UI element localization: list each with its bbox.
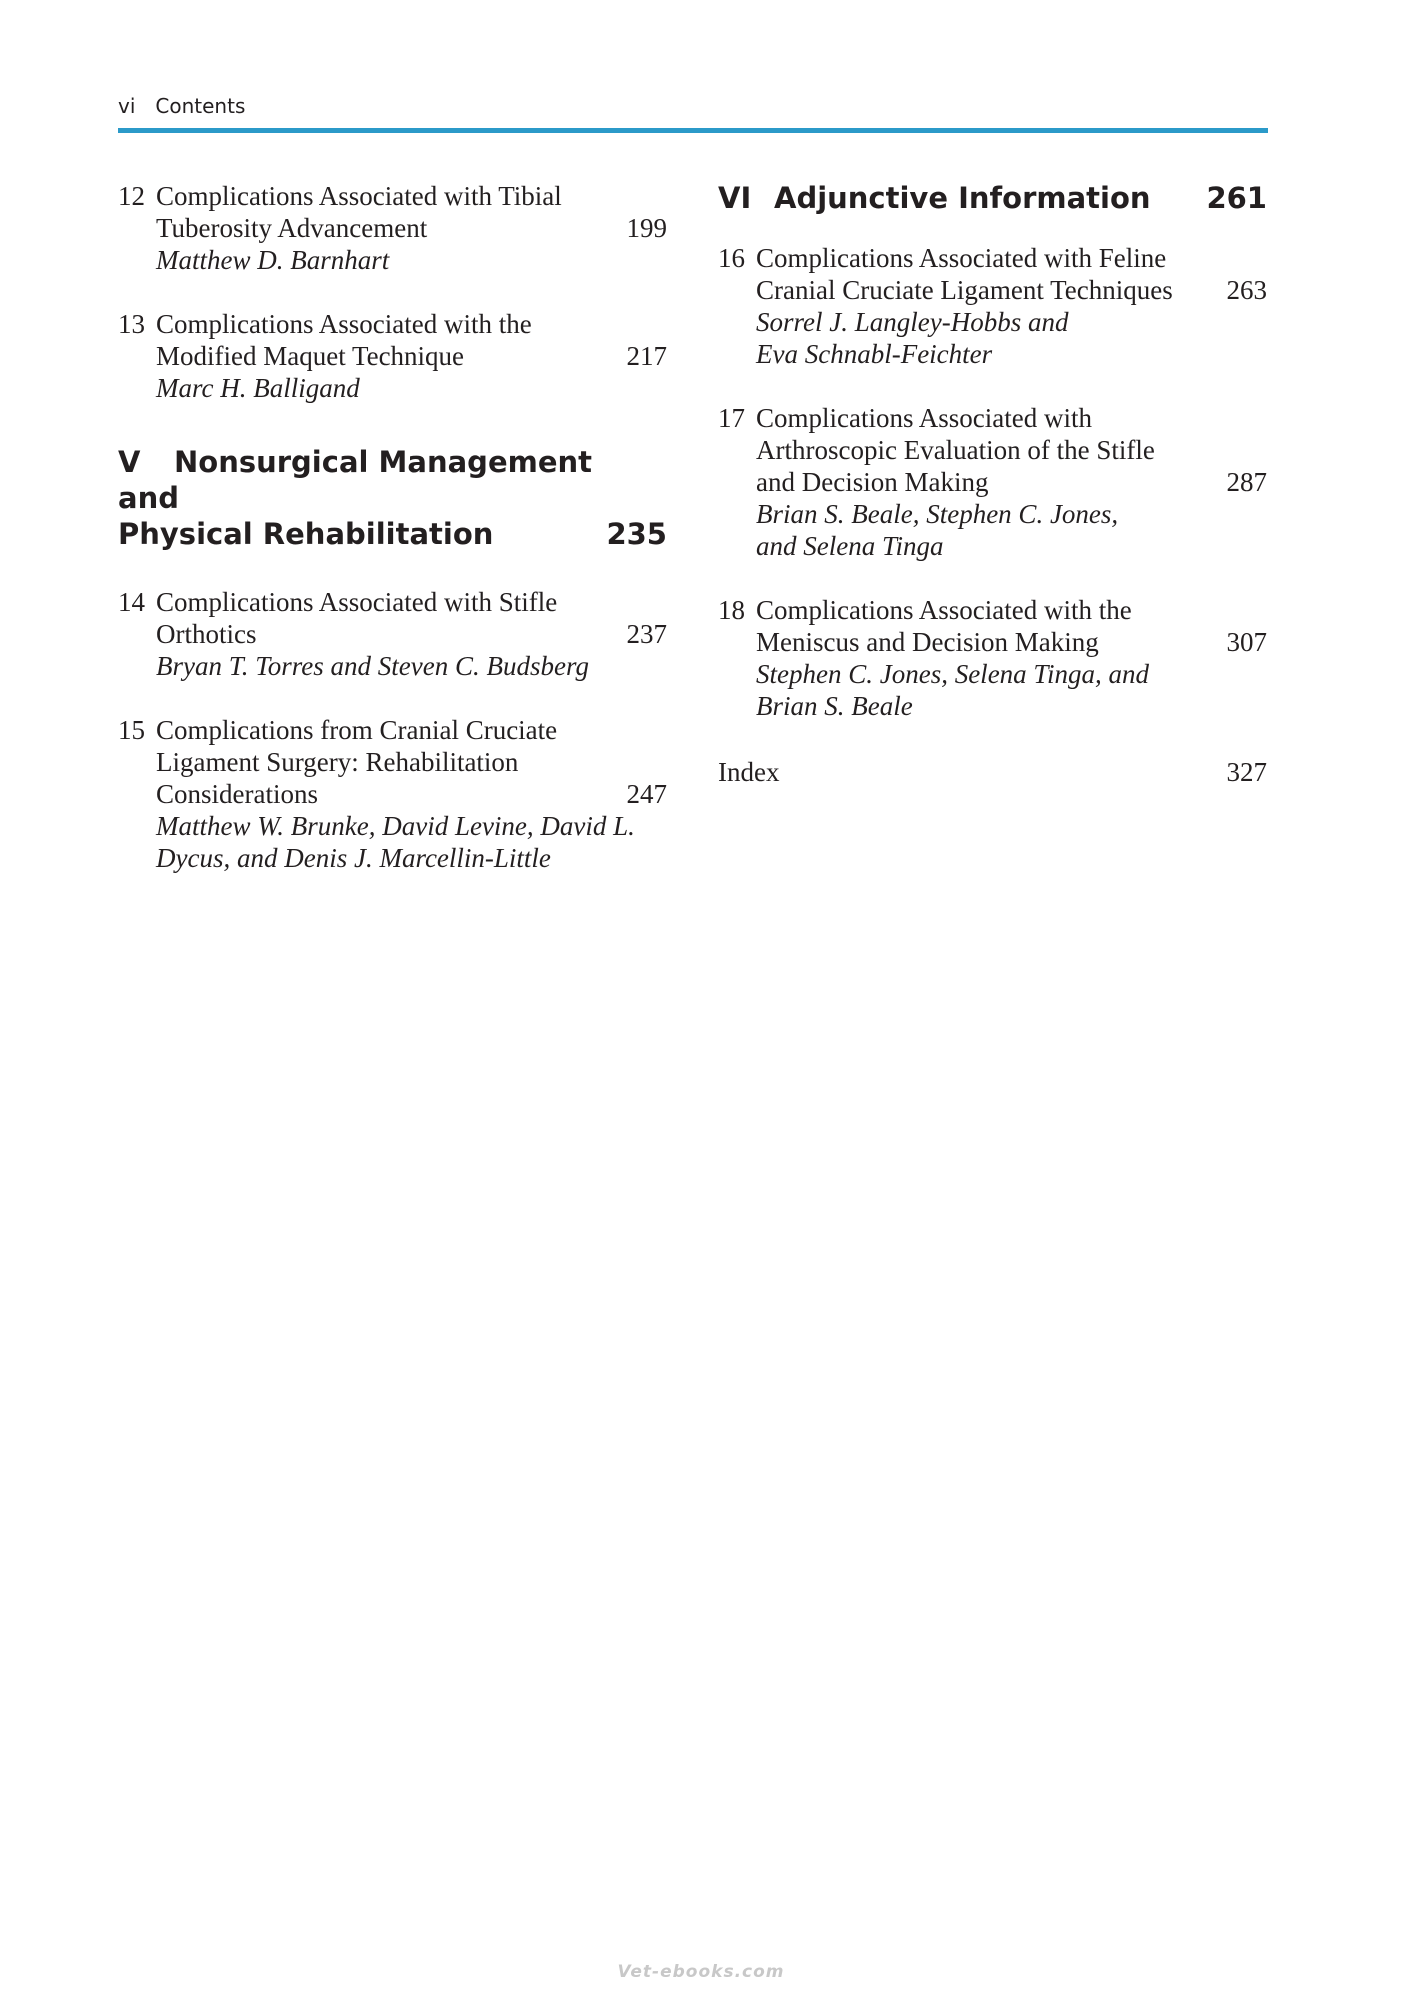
watermark-logo: Vet-ebooks.com <box>617 1962 785 1982</box>
chapter-authors: Marc H. Balligand <box>156 373 360 403</box>
chapter-number: 14 <box>118 587 145 617</box>
header-page-number: vi <box>118 94 136 118</box>
chapter-number: 16 <box>718 243 745 273</box>
toc-entry-chapter-17[interactable] <box>718 402 1267 562</box>
part-title-line: Physical Rehabilitation <box>118 517 494 551</box>
part-page-number: 235 <box>606 517 667 551</box>
chapter-page-number: 237 <box>626 619 667 649</box>
chapter-page-number: 287 <box>1226 467 1267 497</box>
chapter-page-number: 199 <box>626 213 667 243</box>
chapter-authors: Matthew W. Brunke, David Levine, David L. <box>156 811 635 841</box>
index-label: Index <box>718 757 780 787</box>
toc-right-column <box>718 180 1267 788</box>
chapter-title-line: Complications Associated with Tibial <box>156 181 562 211</box>
chapter-page-number: 307 <box>1226 627 1267 657</box>
chapter-title-line: Arthroscopic Evaluation of the Stifle <box>756 435 1155 465</box>
chapter-title-line: Orthotics <box>156 619 257 649</box>
chapter-title-line: Modified Maquet Technique <box>156 341 465 371</box>
toc-part-6[interactable] <box>718 180 1267 216</box>
chapter-title-line: Complications Associated with the <box>756 595 1132 625</box>
chapter-title-line: Complications from Cranial Cruciate <box>156 715 558 745</box>
chapter-title-line: and Decision Making <box>756 467 989 497</box>
part-title-line: Adjunctive Information <box>774 181 1151 215</box>
header-rule <box>118 128 1268 133</box>
chapter-number: 18 <box>718 595 745 625</box>
chapter-number: 15 <box>118 715 145 745</box>
chapter-authors: Brian S. Beale, Stephen C. Jones, <box>756 499 1119 529</box>
chapter-authors: Bryan T. Torres and Steven C. Budsberg <box>156 651 589 681</box>
chapter-authors: Matthew D. Barnhart <box>156 245 390 275</box>
chapter-authors: Eva Schnabl-Feichter <box>756 339 993 369</box>
chapter-authors: Stephen C. Jones, Selena Tinga, and <box>756 659 1149 689</box>
chapter-page-number: 217 <box>626 341 667 371</box>
chapter-authors: Dycus, and Denis J. Marcellin-Little <box>156 843 551 873</box>
chapter-title-line: Complications Associated with Feline <box>756 243 1167 273</box>
chapter-authors: Brian S. Beale <box>756 691 913 721</box>
running-header <box>118 94 1268 118</box>
chapter-page-number: 247 <box>626 779 667 809</box>
toc-entry-chapter-12[interactable] <box>118 180 667 276</box>
toc-entry-chapter-15[interactable] <box>118 714 667 874</box>
part-title-line: Nonsurgical Management and <box>118 445 593 515</box>
toc-entry-chapter-16[interactable] <box>718 242 1267 370</box>
toc-entry-chapter-13[interactable] <box>118 308 667 404</box>
chapter-title-line: Cranial Cruciate Ligament Techniques <box>756 275 1173 305</box>
chapter-title-line: Meniscus and Decision Making <box>756 627 1099 657</box>
chapter-title-line: Complications Associated with the <box>156 309 532 339</box>
chapter-title-line: Considerations <box>156 779 318 809</box>
chapter-title-line: Complications Associated with Stifle <box>156 587 558 617</box>
toc-entry-index[interactable] <box>718 756 1267 788</box>
chapter-authors: and Selena Tinga <box>756 531 944 561</box>
toc-entry-chapter-14[interactable] <box>118 586 667 682</box>
toc-part-5[interactable] <box>118 444 667 552</box>
toc-left-column <box>118 180 667 874</box>
header-section-title: Contents <box>155 94 246 118</box>
chapter-title-line: Tuberosity Advancement <box>156 213 428 243</box>
toc-entry-chapter-18[interactable] <box>718 594 1267 722</box>
part-page-number: 261 <box>1206 181 1267 215</box>
chapter-number: 13 <box>118 309 145 339</box>
chapter-title-line: Ligament Surgery: Rehabilitation <box>156 747 519 777</box>
index-page-number: 327 <box>1226 757 1267 787</box>
chapter-authors: Sorrel J. Langley-Hobbs and <box>756 307 1069 337</box>
chapter-title-line: Complications Associated with <box>756 403 1092 433</box>
chapter-page-number: 263 <box>1226 275 1267 305</box>
chapter-number: 12 <box>118 181 145 211</box>
chapter-number: 17 <box>718 403 745 433</box>
part-number: VI <box>718 181 752 215</box>
part-number: V <box>118 445 141 479</box>
